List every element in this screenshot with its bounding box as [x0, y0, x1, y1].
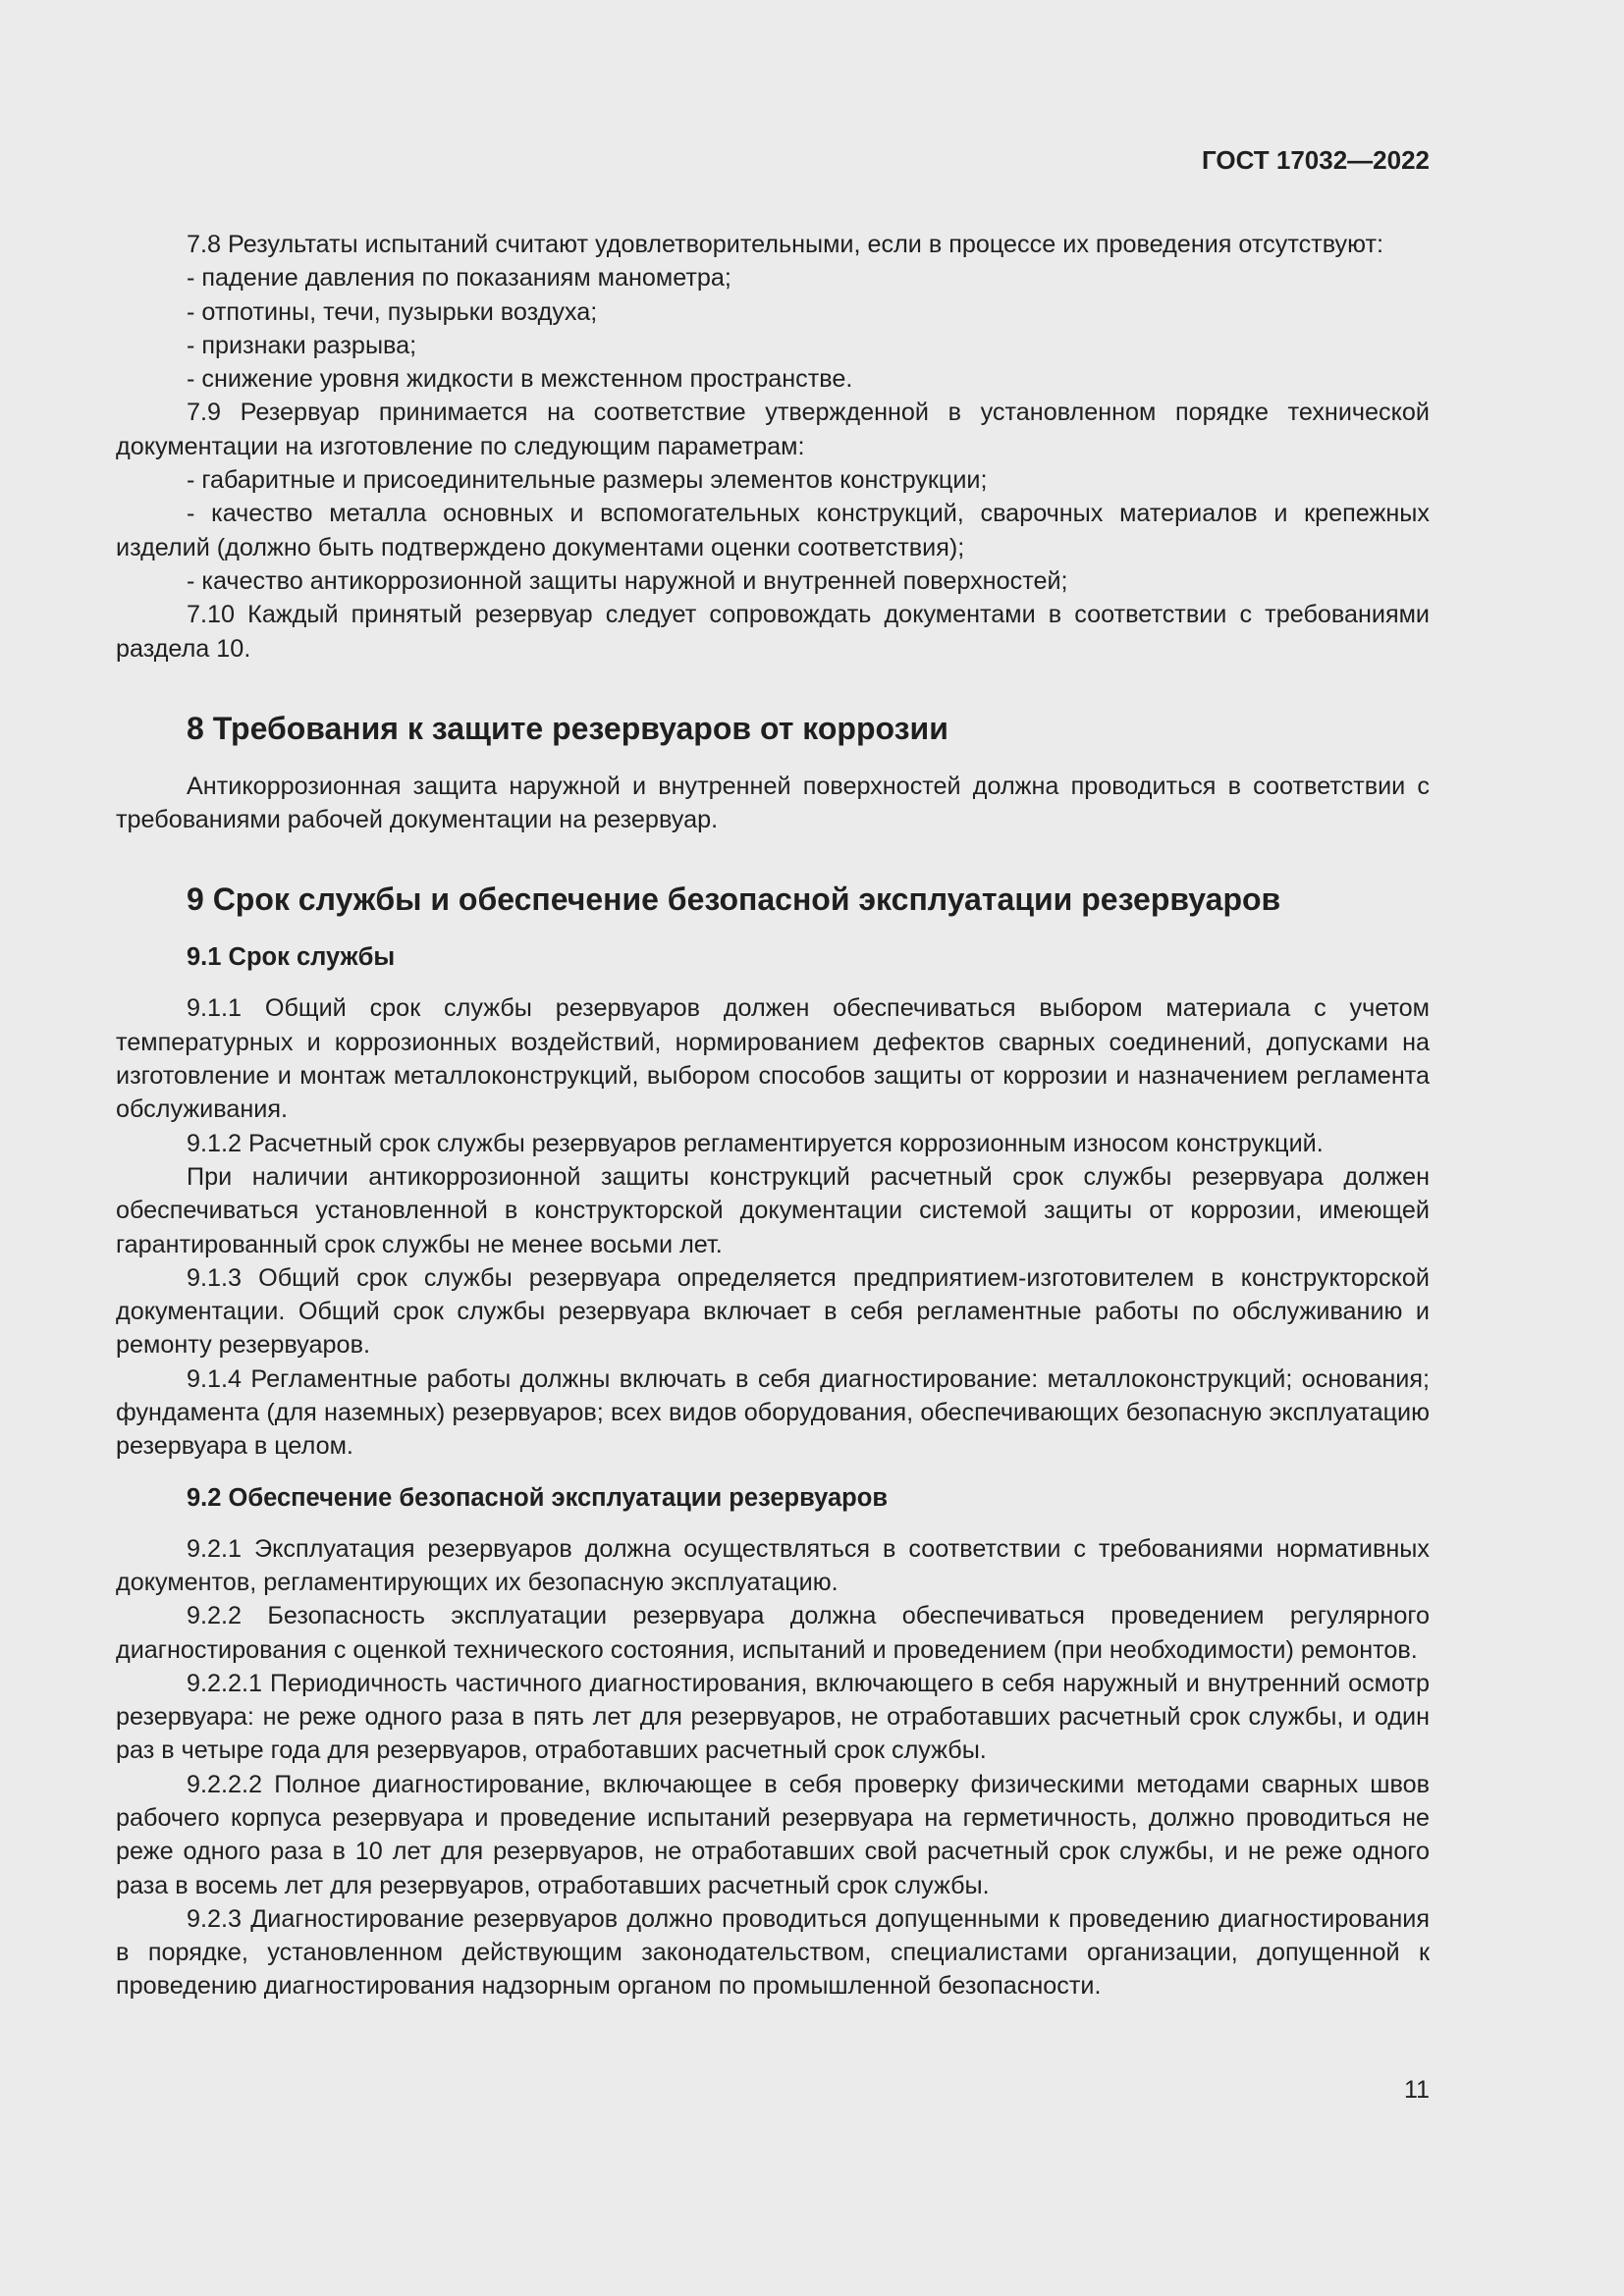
paragraph-7-8: 7.8 Результаты испытаний считают удовлетворительными, если в процессе их проведения отсутствуют: [187, 231, 1384, 258]
paragraph-9-2-2-2: 9.2.2.2 Полное диагностирование, включающее в себя проверку физическими методами сварных швов рабочего корпуса резервуара и проведение испытаний резервуара на герметичность, должно проводиться не реже одного раза в 10 лет для резервуаров, не отработавших свой расчетный срок службы, и не реже одного раза в восемь лет для резервуаров, отработавших расчетный срок службы. [116, 1770, 1430, 1899]
section-9 [116, 880, 1430, 2002]
subsection-9-1 [116, 940, 1430, 1463]
paragraph-9-1-1: 9.1.1 Общий срок службы резервуаров должен обеспечиваться выбором материала с учетом температурных и коррозионных воздействий, нормированием дефектов сварных соединений, допусками на изготовление и монтаж металлоконструкций, выбором способов защиты от коррозии и назначением регламента обслуживания. [116, 994, 1430, 1124]
paragraph-9-2-2-1: 9.2.2.1 Периодичность частичного диагностирования, включающего в себя наружный и внутренний осмотр резервуара: не реже одного раза в пять лет для резервуаров, не отработавших расчетный срок службы, и один раз в четыре года для резервуаров, отработавших расчетный срок службы. [116, 1669, 1430, 1765]
subsection-9-1-heading: 9.1 Срок службы [187, 943, 396, 972]
paragraph-9-2-2: 9.2.2 Безопасность эксплуатации резервуара должна обеспечиваться проведением регулярного диагностирования с оценкой технического состояния, испытаний и проведением (при необходимости) ремонтов. [116, 1602, 1430, 1664]
page-number: 11 [1404, 2076, 1430, 2104]
paragraph-9-1-3: 9.1.3 Общий срок службы резервуара определяется предприятием-изготовителем в конструкторской документации. Общий срок службы резервуара включает в себя регламентные работы по обслуживанию и ремонту резервуаров. [116, 1263, 1430, 1360]
paragraph-7-10: 7.10 Каждый принятый резервуар следует сопровождать документами в соответствии с требованиями раздела 10. [116, 601, 1430, 663]
subsection-9-2-heading: 9.2 Обеспечение безопасной эксплуатации резервуаров [187, 1483, 888, 1512]
subsection-9-2 [116, 1481, 1430, 2003]
paragraph-9-1-4: 9.1.4 Регламентные работы должны включать в себя диагностирование: металлоконструкций; основания; фундамента (для наземных) резервуаров; всех видов оборудования, обеспечивающих безопасную эксплуатацию резервуара в целом. [116, 1364, 1430, 1461]
paragraph: Антикоррозионная защита наружной и внутренней поверхностей должна проводиться в соответствии с требованиями рабочей документации на резервуар. [116, 772, 1430, 834]
section-7-continuation [116, 228, 1430, 666]
document-page [116, 143, 1430, 2003]
list-item: - падение давления по показаниям манометра; [187, 264, 731, 293]
list-item: - качество металла основных и вспомогательных конструкций, сварочных материалов и крепежных изделий (должно быть подтверждено документами оценки соответствия); [116, 500, 1430, 561]
list-item: - признаки разрыва; [187, 331, 417, 359]
list-item: - отпотины, течи, пузырьки воздуха; [187, 297, 598, 326]
standard-header: ГОСТ 17032—2022 [1202, 145, 1430, 175]
section-8 [116, 709, 1430, 837]
paragraph-9-1-2: 9.1.2 Расчетный срок службы резервуаров регламентируется коррозионным износом конструкций. [187, 1129, 1324, 1157]
list-item: - габаритные и присоединительные размеры элементов конструкции; [187, 466, 988, 495]
section-9-heading: 9 Срок службы и обеспечение безопасной эксплуатации резервуаров [187, 881, 1281, 918]
paragraph-9-2-3: 9.2.3 Диагностирование резервуаров должно проводиться допущенными к проведению диагностирования в порядке, установленном действующим законодательством, специалистами организации, допущенной к проведению диагностирования надзорным органом по промышленной безопасности. [116, 1904, 1430, 2001]
paragraph: При наличии антикоррозионной защиты конструкций расчетный срок службы резервуара должен обеспечиваться установленной в конструкторской документации системой защиты от коррозии, имеющей гарантированный срок службы не менее восьми лет. [116, 1162, 1430, 1258]
list-item: - качество антикоррозионной защиты наружной и внутренней поверхностей; [187, 566, 1068, 595]
list-item: - снижение уровня жидкости в межстенном пространстве. [187, 365, 853, 394]
section-8-heading: 8 Требования к защите резервуаров от коррозии [187, 710, 948, 746]
paragraph-7-9: 7.9 Резервуар принимается на соответствие утвержденной в установленном порядке технической документации на изготовление по следующим параметрам: [116, 399, 1430, 460]
paragraph-9-2-1: 9.2.1 Эксплуатация резервуаров должна осуществляться в соответствии с требованиями нормативных документов, регламентирующих их безопасную эксплуатацию. [116, 1534, 1430, 1596]
